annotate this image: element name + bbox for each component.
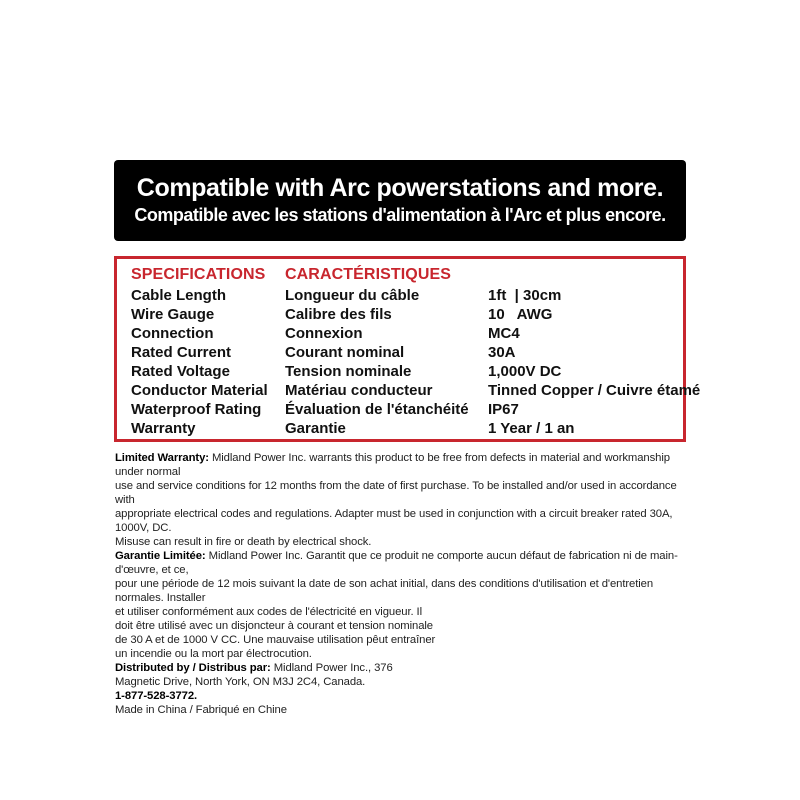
spec-label-english: Rated Current: [131, 344, 232, 361]
spec-label-french: Connexion: [285, 325, 363, 342]
spec-label-english: Waterproof Rating: [131, 401, 262, 418]
spec-label-french: Tension nominale: [285, 363, 412, 380]
made-in-label: Made in China / Fabriqué en Chine: [115, 704, 287, 716]
legal-line: pour une période de 12 mois suivant la date de son achat initial, dans des conditions d'utilisation et d'entretien normales. Installer: [115, 578, 654, 604]
legal-line: use and service conditions for 12 months from the date of first purchase. To be installed and/or used in accordance with: [115, 480, 677, 506]
legal-line: et utiliser conformément aux codes de l'électricité en vigueur. Il: [115, 606, 423, 618]
spec-label-english: Rated Voltage: [131, 363, 230, 380]
spec-row-cable-length: [117, 286, 683, 305]
legal-text: [115, 451, 695, 717]
banner-title-english: Compatible with Arc powerstations and more.: [136, 174, 664, 202]
spec-row-wire-gauge: [117, 305, 683, 324]
spec-value: 10 AWG: [488, 306, 553, 323]
spec-label-english: Warranty: [131, 420, 196, 437]
spec-value: MC4: [488, 325, 520, 342]
spec-label-french: Évaluation de l'étanchéité: [285, 401, 469, 418]
spec-header-french: CARACTÉRISTIQUES: [285, 266, 452, 283]
spec-value: IP67: [488, 401, 519, 418]
legal-line: Midland Power Inc. warrants this product to be free from defects in material and workmanship under normal: [115, 452, 670, 478]
legal-line: de 30 A et de 1000 V CC. Une mauvaise utilisation pêut entraîner: [115, 634, 436, 646]
spec-row-rated-voltage: [117, 362, 683, 381]
spec-label-english: Wire Gauge: [131, 306, 215, 323]
warranty-english: [115, 451, 695, 479]
spec-label-english: Conductor Material: [131, 382, 268, 399]
legal-line: Midland Power Inc. Garantit que ce produit ne comporte aucun défaut de fabrication ni de main-d'œuvre, et ce,: [115, 550, 678, 576]
legal-line: un incendie ou la mort par électrocution.: [115, 648, 312, 660]
spec-header-english: SPECIFICATIONS: [131, 266, 266, 283]
spec-value: 1ft | 30cm: [488, 287, 562, 304]
spec-header-row: [117, 265, 683, 285]
spec-row-connection: [117, 324, 683, 343]
legal-line: doit être utilisé avec un disjoncteur à courant et tension nominale: [115, 620, 433, 632]
legal-line: Misuse can result in fire or death by electrical shock.: [115, 536, 372, 548]
spec-label-french: Matériau conducteur: [285, 382, 433, 399]
warranty-french-label: Garantie Limitée:: [115, 550, 206, 562]
spec-label-french: Courant nominal: [285, 344, 405, 361]
spec-label-french: Calibre des fils: [285, 306, 392, 323]
distributor-info: [115, 661, 695, 675]
warranty-french: [115, 549, 695, 577]
distributor-label: Distributed by / Distribus par:: [115, 662, 271, 674]
spec-value: 30A: [488, 344, 516, 361]
spec-row-warranty: [117, 419, 683, 438]
spec-label-french: Garantie: [285, 420, 346, 437]
distributor-address: Magnetic Drive, North York, ON M3J 2C4, Canada.: [115, 676, 366, 688]
legal-line: Midland Power Inc., 376: [270, 662, 393, 674]
spec-row-rated-current: [117, 343, 683, 362]
phone-number: [115, 689, 695, 703]
spec-label-french: Longueur du câble: [285, 287, 420, 304]
spec-label-english: Cable Length: [131, 287, 227, 304]
spec-label-english: Connection: [131, 325, 214, 342]
spec-row-waterproof-rating: [117, 400, 683, 419]
legal-line: appropriate electrical codes and regulations. Adapter must be used in conjunction with a circuit breaker rated 30A, 1000V, DC.: [115, 508, 673, 534]
compatibility-banner: [114, 160, 686, 241]
specifications-table: [114, 256, 701, 442]
spec-value: Tinned Copper / Cuivre étamé: [488, 382, 701, 399]
spec-row-conductor-material: [117, 381, 701, 400]
phone-number-text: 1-877-528-3772.: [115, 690, 198, 702]
banner-title-french: Compatible avec les stations d'alimentation à l'Arc et plus encore.: [134, 205, 666, 225]
spec-value: 1 Year / 1 an: [488, 420, 575, 437]
spec-value: 1,000V DC: [488, 363, 562, 380]
warranty-english-label: Limited Warranty:: [115, 452, 209, 464]
